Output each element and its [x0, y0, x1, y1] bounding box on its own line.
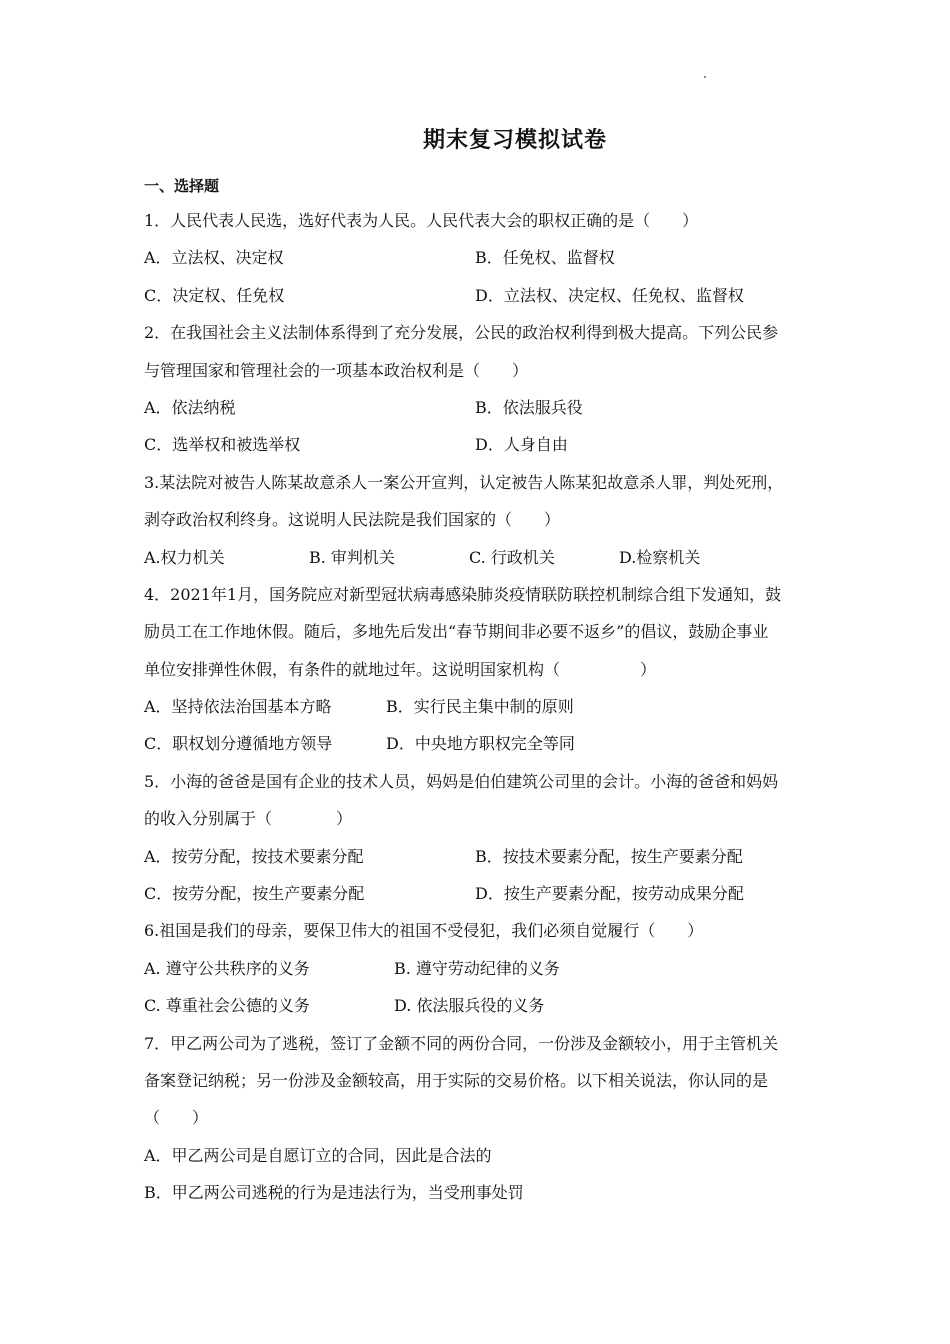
question-4-stem-line-1: 4．2021年1月，国务院应对新型冠状病毒感染肺炎疫情联防联控机制综合组下发通知，鼓 — [144, 584, 782, 604]
question-7-stem-line-1: 7．甲乙两公司为了逃税，签订了金额不同的两份合同，一份涉及金额较小，用于主管机关 — [144, 1033, 779, 1053]
q2-option-c: C．选举权和被选举权 — [144, 435, 301, 455]
question-3-stem-line-2: 剥夺政治权利终身。这说明人民法院是我们国家的（ ） — [144, 510, 561, 530]
q2-option-a: A．依法纳税 — [144, 397, 236, 417]
q5-option-c: C．按劳分配，按生产要素分配 — [144, 884, 365, 904]
question-2-options-row-2 — [144, 426, 806, 463]
question-6-options-row-1 — [144, 950, 806, 987]
question-2-stem-line-2: 与管理国家和管理社会的一项基本政治权利是（ ） — [144, 360, 529, 380]
q1-option-d: D．立法权、决定权、任免权、监督权 — [475, 285, 744, 305]
question-3-options — [144, 539, 806, 576]
question-6-options-row-2 — [144, 987, 806, 1024]
question-1-stem: 1．人民代表人民选，选好代表为人民。人民代表大会的职权正确的是（ ） — [144, 211, 699, 230]
q7-option-a: A．甲乙两公司是自愿订立的合同，因此是合法的 — [144, 1145, 492, 1165]
question-2-stem-line-1: 2．在我国社会主义法制体系得到了充分发展，公民的政治权利得到极大提高。下列公民参 — [144, 323, 779, 343]
q1-option-b: B．任免权、监督权 — [475, 248, 615, 268]
q6-option-a: A. 遵守公共秩序的义务 — [144, 958, 310, 978]
q6-option-c: C. 尊重社会公德的义务 — [144, 996, 310, 1016]
q3-option-d: D.检察机关 — [619, 547, 701, 567]
question-7-stem-line-3: （ ） — [144, 1108, 209, 1128]
question-7-stem-line-2: 备案登记纳税；另一份涉及金额较高，用于实际的交易价格。以下相关说法，你认同的是 — [144, 1070, 769, 1090]
page-title: 期末复习模拟试卷 — [422, 128, 607, 153]
section-heading: 一、选择题 — [144, 177, 220, 195]
q5-option-d: D．按生产要素分配，按劳动成果分配 — [475, 884, 744, 904]
q4-option-c: C．职权划分遵循地方领导 — [144, 734, 333, 754]
q3-option-b: B. 审判机关 — [309, 547, 395, 567]
q5-option-a: A．按劳分配，按技术要素分配 — [144, 846, 364, 866]
q4-option-b: B．实行民主集中制的原则 — [386, 697, 574, 717]
question-6-stem: 6.祖国是我们的母亲，要保卫伟大的祖国不受侵犯，我们必须自觉履行（ ） — [144, 921, 704, 941]
q6-option-d: D. 依法服兵役的义务 — [394, 996, 545, 1016]
question-1-options-row-2 — [144, 277, 806, 314]
q1-option-a: A．立法权、决定权 — [144, 248, 284, 268]
question-2-options-row-1 — [144, 389, 806, 426]
question-4-stem-line-3: 单位安排弹性休假，有条件的就地过年。这说明国家机构（ ） — [144, 659, 657, 679]
question-5-options-row-2 — [144, 875, 806, 912]
question-5-stem-line-2: 的收入分别属于（ ） — [144, 809, 353, 829]
q2-option-b: B．依法服兵役 — [475, 397, 583, 417]
question-5-options-row-1 — [144, 838, 806, 875]
question-3-stem-line-1: 3.某法院对被告人陈某故意杀人一案公开宣判，认定被告人陈某犯故意杀人罪，判处死刑， — [144, 472, 784, 492]
q4-option-d: D．中央地方职权完全等同 — [386, 734, 575, 754]
question-4-options-row-1 — [144, 688, 806, 725]
question-4-options-row-2 — [144, 725, 806, 762]
q5-option-b: B．按技术要素分配，按生产要素分配 — [475, 846, 743, 866]
q7-option-b: B．甲乙两公司逃税的行为是违法行为，当受刑事处罚 — [144, 1183, 524, 1203]
header-dot — [704, 76, 706, 78]
q2-option-d: D．人身自由 — [475, 435, 568, 455]
q6-option-b: B. 遵守劳动纪律的义务 — [394, 958, 560, 978]
q4-option-a: A．坚持依法治国基本方略 — [144, 697, 332, 717]
question-1-options-row-1 — [144, 239, 806, 276]
question-5-stem-line-1: 5．小海的爸爸是国有企业的技术人员，妈妈是伯伯建筑公司里的会计。小海的爸爸和妈妈 — [144, 771, 779, 791]
q3-option-a: A.权力机关 — [144, 547, 225, 567]
question-4-stem-line-2: 励员工在工作地休假。随后，多地先后发出“春节期间非必要不返乡”的倡议，鼓励企事业 — [144, 622, 769, 642]
q3-option-c: C. 行政机关 — [469, 547, 555, 567]
q1-option-c: C．决定权、任免权 — [144, 285, 285, 305]
